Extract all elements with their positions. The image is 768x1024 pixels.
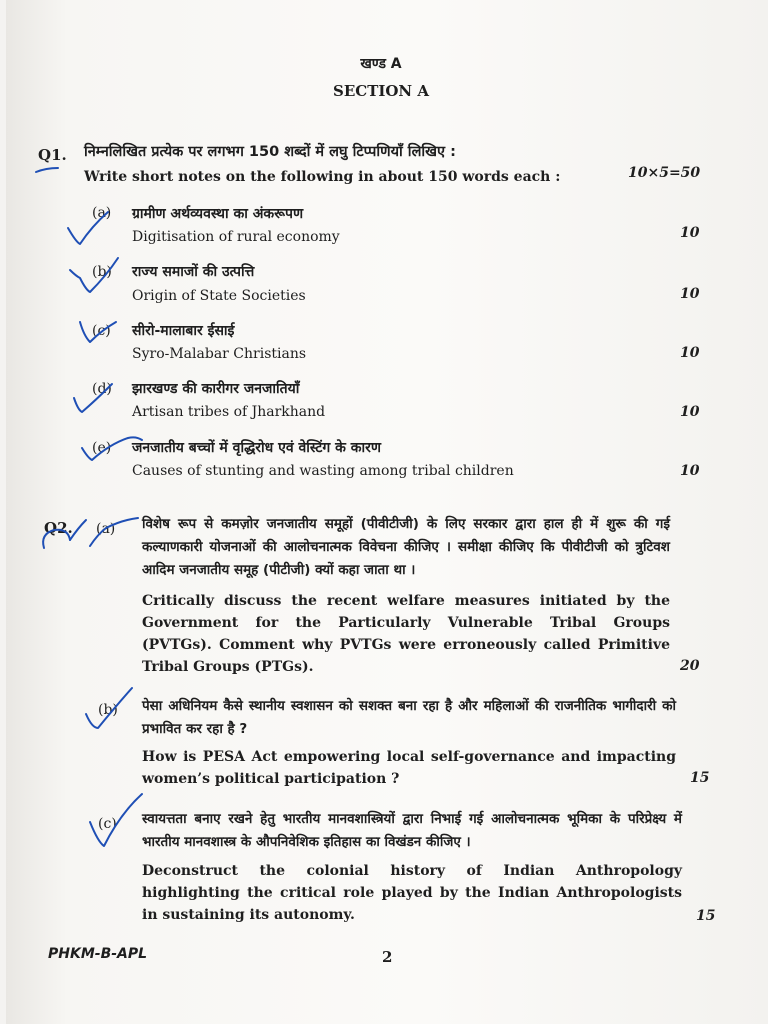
khand-heading: खण्ड A [360, 56, 402, 72]
q1e-hindi: जनजातीय बच्चों में वृद्धिरोध एवं वेस्टिंग के कारण [132, 440, 382, 456]
q1-english-instruction: Write short notes on the following in about 150 words each : [84, 169, 561, 185]
paper-code: PHKM-B-APL [48, 946, 148, 962]
tick-mark [86, 688, 132, 728]
tick-mark [80, 322, 116, 342]
q2b-english: How is PESA Act empowering local self-governance and impacting women’s political participation ? [142, 749, 676, 787]
tick-mark [90, 794, 142, 846]
q2a-marks: 20 [680, 658, 700, 674]
q1d-marks: 10 [680, 404, 700, 420]
q1b-marks: 10 [680, 286, 700, 302]
q1e-label: (e) [92, 440, 112, 456]
tick-mark [70, 520, 86, 540]
page-number: 2 [382, 948, 393, 966]
tick-mark [82, 437, 142, 460]
q1-total-marks: 10×5=50 [628, 165, 701, 181]
q1-number: Q1. [38, 146, 67, 164]
q2-number: Q2. [44, 519, 73, 537]
exam-page [6, 0, 768, 1024]
q1c-marks: 10 [680, 345, 700, 361]
q1c-label: (c) [92, 323, 111, 339]
section-heading: SECTION A [332, 82, 430, 100]
pen-annotations [6, 0, 768, 1024]
q1b-label: (b) [92, 264, 112, 280]
q2c-label: (c) [98, 816, 117, 832]
q1d-hindi: झारखण्ड की कारीगर जनजातियाँ [132, 381, 300, 397]
q1c-english: Syro-Malabar Christians [132, 346, 307, 362]
q1a-label: (a) [92, 205, 112, 221]
q2c-english: Deconstruct the colonial history of Indian Anthropology highlighting the critical role played by the Indian Anthropologists in sustaining its autonomy. [142, 863, 682, 923]
q2-circle-stroke [43, 530, 70, 548]
q1d-label: (d) [92, 381, 112, 397]
q1e-english: Causes of stunting and wasting among tribal children [132, 463, 514, 479]
q2b-marks: 15 [690, 770, 710, 786]
tick-mark [74, 384, 112, 412]
q1b-hindi: राज्य समाजों की उत्पत्ति [132, 264, 255, 280]
q1-hindi-instruction: निम्नलिखित प्रत्येक पर लगभग 150 शब्दों में लघु टिप्पणियाँ लिखिए : [84, 144, 456, 160]
q1a-marks: 10 [680, 225, 700, 241]
tick-mark [68, 212, 108, 244]
tick-mark [70, 258, 118, 292]
underline-stroke [36, 168, 58, 172]
q2a-label: (a) [96, 521, 116, 537]
q2a-hindi: विशेष रूप से कमज़ोर जनजातीय समूहों (पीवीटीजी) के लिए सरकार द्वारा हाल ही में शुरू की गई कल्याणकारी योजनाओं की आलोचनात्मक विवेचना कीजिए । समीक्षा कीजिए कि पीवीटीजी को त्रुटिवश आदिम जनजातीय समूह (पीटीजी) क्यों कहा जाता था । [142, 516, 670, 578]
q1e-marks: 10 [680, 463, 700, 479]
q1b-english: Origin of State Societies [132, 288, 306, 304]
q1a-hindi: ग्रामीण अर्थव्यवस्था का अंकरूपण [132, 206, 304, 222]
q2a-english: Critically discuss the recent welfare measures initiated by the Government for the Particularly Vulnerable Tribal Groups (PVTGs). Comment why PVTGs were erroneously called Primitive Tribal Groups (PTGs). [142, 593, 670, 675]
tick-mark [90, 518, 138, 546]
q1c-hindi: सीरो-मालाबार ईसाई [132, 323, 235, 339]
q1a-english: Digitisation of rural economy [132, 229, 340, 245]
q2b-label: (b) [98, 702, 118, 718]
q1d-english: Artisan tribes of Jharkhand [132, 404, 326, 420]
q2c-hindi: स्वायत्तता बनाए रखने हेतु भारतीय मानवशास्त्रियों द्वारा निभाई गई आलोचनात्मक भूमिका के परिप्रेक्ष्य में भारतीय मानवशास्त्र के औपनिवेशिक इतिहास का विखंडन कीजिए । [142, 811, 682, 850]
q2c-marks: 15 [696, 908, 716, 924]
q2b-hindi: पेसा अधिनियम कैसे स्थानीय स्वशासन को सशक्त बना रहा है और महिलाओं की राजनीतिक भागीदारी को प्रभावित कर रहा है ? [142, 698, 676, 737]
